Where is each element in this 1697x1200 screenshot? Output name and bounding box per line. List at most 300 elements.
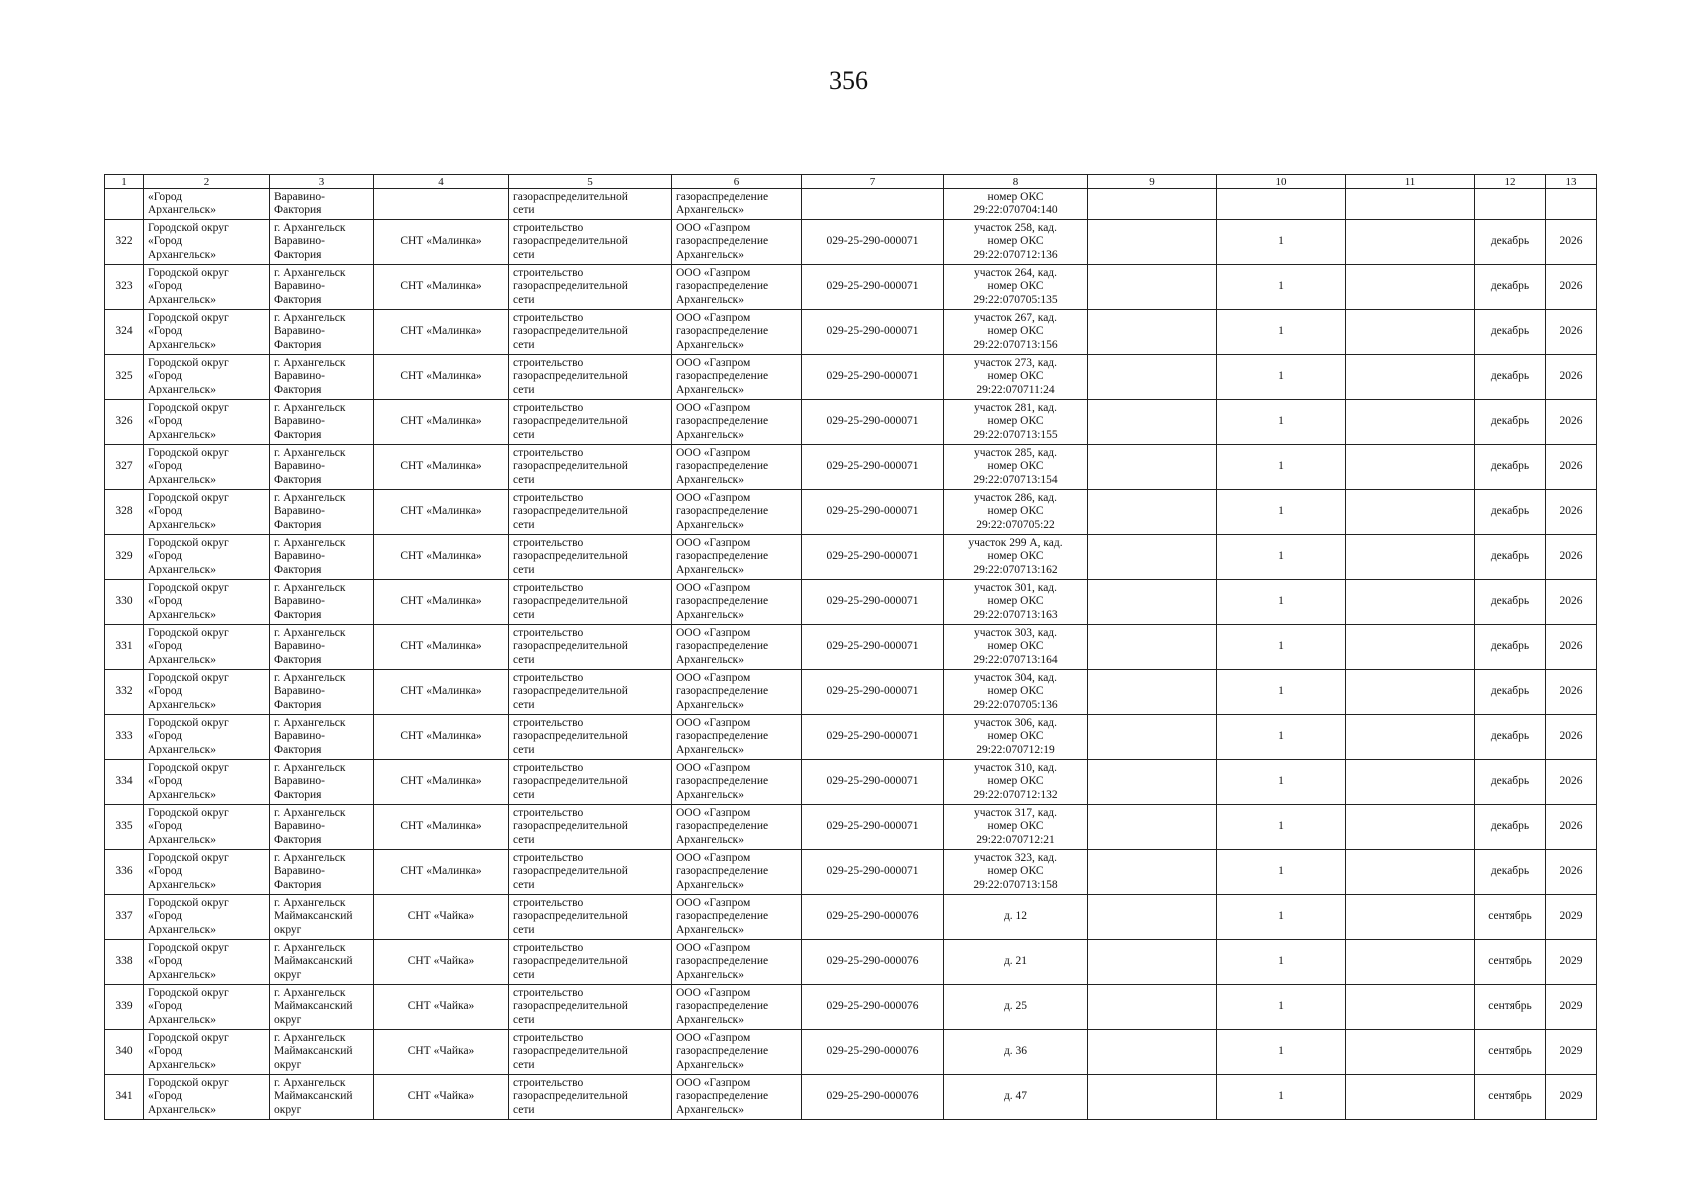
col-11-cell (1346, 189, 1475, 220)
work-type-line: строительство (513, 221, 584, 234)
object-address-cell (944, 265, 1088, 310)
column-header-5: 5 (509, 175, 672, 189)
settlement-cell: СНТ «Малинка» (374, 355, 509, 400)
object-address-line: участок 306, кад. (973, 716, 1058, 729)
locality-line: Фактория (274, 518, 322, 531)
month-cell: декабрь (1475, 715, 1546, 760)
operator-line: Архангельск» (676, 1058, 745, 1071)
operator-line: газораспределение (676, 370, 769, 383)
row-number-cell: 339 (105, 985, 144, 1030)
work-type-line: строительство (513, 401, 584, 414)
year-cell: 2029 (1546, 895, 1597, 940)
quantity-cell: 1 (1217, 760, 1346, 805)
locality-line: Варавино- (274, 415, 325, 428)
year-cell: 2026 (1546, 490, 1597, 535)
locality-line: г. Архангельск (274, 266, 346, 279)
work-type-line: газораспределительной (513, 865, 628, 878)
year-cell: 2026 (1546, 535, 1597, 580)
municipality-line: Архангельск» (148, 428, 217, 441)
program-code-cell: 029-25-290-000071 (802, 220, 944, 265)
locality-cell (270, 715, 374, 760)
locality-cell (270, 985, 374, 1030)
work-type-cell (509, 310, 672, 355)
locality-cell (270, 850, 374, 895)
row-number-cell: 330 (105, 580, 144, 625)
municipality-line: «Город (148, 370, 183, 383)
table-row (105, 220, 1597, 265)
object-address-line: 29:22:070713:154 (973, 473, 1058, 486)
operator-cell (672, 895, 802, 940)
municipality-cell (144, 895, 270, 940)
col-9-cell (1088, 1030, 1217, 1075)
municipality-line: Городской округ (148, 401, 229, 414)
locality-line: Варавино- (274, 730, 325, 743)
operator-line: Архангельск» (676, 923, 745, 936)
quantity-cell (1217, 189, 1346, 220)
work-type-line: сети (513, 563, 535, 576)
operator-line: Архангельск» (676, 204, 745, 216)
object-address-line: номер ОКС (987, 235, 1044, 248)
operator-cell (672, 580, 802, 625)
work-type-line: газораспределительной (513, 415, 628, 428)
col-11-cell (1346, 760, 1475, 805)
operator-cell (672, 940, 802, 985)
row-number-cell: 340 (105, 1030, 144, 1075)
locality-line: округ (274, 1058, 302, 1071)
table-row (105, 895, 1597, 940)
program-code-cell: 029-25-290-000071 (802, 400, 944, 445)
operator-line: ООО «Газпром (676, 491, 751, 504)
settlement-cell: СНТ «Малинка» (374, 805, 509, 850)
year-cell: 2026 (1546, 400, 1597, 445)
row-number-cell: 324 (105, 310, 144, 355)
municipality-cell (144, 189, 270, 220)
work-type-line: сети (513, 473, 535, 486)
municipality-line: «Город (148, 550, 183, 563)
operator-line: Архангельск» (676, 878, 745, 891)
locality-line: Варавино- (274, 280, 325, 293)
operator-line: ООО «Газпром (676, 986, 751, 999)
month-cell: декабрь (1475, 670, 1546, 715)
municipality-line: «Город (148, 190, 183, 203)
work-type-cell (509, 445, 672, 490)
municipality-line: «Город (148, 415, 183, 428)
column-header-13: 13 (1546, 175, 1597, 189)
work-type-line: строительство (513, 716, 584, 729)
municipality-line: Архангельск» (148, 743, 217, 756)
operator-cell (672, 670, 802, 715)
municipality-cell (144, 985, 270, 1030)
work-type-line: газораспределительной (513, 235, 628, 248)
operator-line: газораспределение (676, 640, 769, 653)
table-row (105, 760, 1597, 805)
col-9-cell (1088, 400, 1217, 445)
object-address-cell (944, 189, 1088, 220)
locality-line: округ (274, 968, 302, 981)
column-header-11: 11 (1346, 175, 1475, 189)
operator-line: ООО «Газпром (676, 761, 751, 774)
locality-line: Варавино- (274, 820, 325, 833)
col-11-cell (1346, 895, 1475, 940)
program-code-cell: 029-25-290-000071 (802, 445, 944, 490)
work-type-line: сети (513, 653, 535, 666)
col-9-cell (1088, 445, 1217, 490)
work-type-line: строительство (513, 446, 584, 459)
municipality-line: Городской округ (148, 806, 229, 819)
month-cell: декабрь (1475, 535, 1546, 580)
municipality-line: Городской округ (148, 1076, 229, 1089)
row-number-cell: 322 (105, 220, 144, 265)
table-row (105, 1030, 1597, 1075)
work-type-line: сети (513, 338, 535, 351)
object-address-cell (944, 310, 1088, 355)
col-11-cell (1346, 490, 1475, 535)
locality-line: Фактория (274, 833, 322, 846)
municipality-line: Городской округ (148, 716, 229, 729)
locality-line: округ (274, 1013, 302, 1026)
program-code-cell: 029-25-290-000076 (802, 1075, 944, 1120)
operator-cell (672, 310, 802, 355)
municipality-line: Городской округ (148, 761, 229, 774)
operator-line: Архангельск» (676, 293, 745, 306)
municipality-line: Городской округ (148, 896, 229, 909)
municipality-cell (144, 1030, 270, 1075)
work-type-cell (509, 490, 672, 535)
table-body (105, 189, 1597, 1120)
row-number-cell: 327 (105, 445, 144, 490)
locality-line: округ (274, 923, 302, 936)
row-number-cell: 329 (105, 535, 144, 580)
operator-line: Архангельск» (676, 563, 745, 576)
object-address-cell (944, 355, 1088, 400)
object-address-line: номер ОКС (987, 550, 1044, 563)
municipality-cell (144, 220, 270, 265)
locality-cell (270, 1030, 374, 1075)
work-type-line: сети (513, 248, 535, 261)
locality-line: Фактория (274, 608, 322, 621)
work-type-line: газораспределительной (513, 370, 628, 383)
municipality-line: Архангельск» (148, 923, 217, 936)
object-address-line: участок 281, кад. (973, 401, 1058, 414)
municipality-line: Городской округ (148, 626, 229, 639)
column-header-6: 6 (672, 175, 802, 189)
table-row (105, 400, 1597, 445)
month-cell: сентябрь (1475, 940, 1546, 985)
col-9-cell (1088, 985, 1217, 1030)
col-9-cell (1088, 1075, 1217, 1120)
program-code-cell: 029-25-290-000071 (802, 760, 944, 805)
object-address-line: д. 36 (1003, 1045, 1028, 1058)
municipality-line: Архангельск» (148, 833, 217, 846)
municipality-line: Городской округ (148, 311, 229, 324)
object-address-line: д. 12 (1003, 910, 1028, 923)
operator-line: Архангельск» (676, 968, 745, 981)
locality-line: Маймаксанский (274, 955, 353, 968)
locality-line: Варавино- (274, 325, 325, 338)
locality-line: г. Архангельск (274, 671, 346, 684)
municipality-line: «Город (148, 730, 183, 743)
municipality-line: Городской округ (148, 491, 229, 504)
table-row (105, 985, 1597, 1030)
object-address-line: номер ОКС (987, 685, 1044, 698)
municipality-line: Городской округ (148, 536, 229, 549)
col-11-cell (1346, 265, 1475, 310)
month-cell: сентябрь (1475, 1030, 1546, 1075)
table-row (105, 625, 1597, 670)
operator-line: газораспределение (676, 1045, 769, 1058)
municipality-line: Архангельск» (148, 698, 217, 711)
work-type-line: газораспределительной (513, 550, 628, 563)
col-9-cell (1088, 625, 1217, 670)
locality-cell (270, 805, 374, 850)
object-address-line: 29:22:070712:136 (973, 248, 1058, 261)
col-9-cell (1088, 310, 1217, 355)
row-number-cell: 335 (105, 805, 144, 850)
program-code-cell: 029-25-290-000076 (802, 895, 944, 940)
locality-line: Фактория (274, 563, 322, 576)
object-address-line: номер ОКС (987, 325, 1044, 338)
operator-line: ООО «Газпром (676, 671, 751, 684)
operator-cell (672, 265, 802, 310)
operator-line: ООО «Газпром (676, 1031, 751, 1044)
table-row (105, 670, 1597, 715)
table-row (105, 580, 1597, 625)
work-type-line: строительство (513, 581, 584, 594)
operator-line: ООО «Газпром (676, 311, 751, 324)
locality-line: Маймаксанский (274, 910, 353, 923)
object-address-cell (944, 535, 1088, 580)
object-address-line: номер ОКС (987, 775, 1044, 788)
year-cell: 2029 (1546, 940, 1597, 985)
locality-line: Варавино- (274, 640, 325, 653)
work-type-line: сети (513, 923, 535, 936)
work-type-line: строительство (513, 1031, 584, 1044)
operator-line: газораспределение (676, 190, 769, 203)
municipality-line: Городской округ (148, 671, 229, 684)
program-code-cell: 029-25-290-000071 (802, 265, 944, 310)
col-11-cell (1346, 1075, 1475, 1120)
locality-line: г. Архангельск (274, 581, 346, 594)
year-cell: 2026 (1546, 805, 1597, 850)
operator-line: Архангельск» (676, 653, 745, 666)
month-cell: декабрь (1475, 445, 1546, 490)
column-header-8: 8 (944, 175, 1088, 189)
row-number-cell: 323 (105, 265, 144, 310)
locality-line: г. Архангельск (274, 626, 346, 639)
work-type-cell (509, 850, 672, 895)
col-9-cell (1088, 850, 1217, 895)
work-type-line: газораспределительной (513, 640, 628, 653)
settlement-cell: СНТ «Малинка» (374, 400, 509, 445)
work-type-cell (509, 985, 672, 1030)
quantity-cell: 1 (1217, 265, 1346, 310)
row-number-cell: 326 (105, 400, 144, 445)
work-type-line: сети (513, 518, 535, 531)
table-row (105, 490, 1597, 535)
locality-line: Фактория (274, 248, 322, 261)
municipality-line: «Город (148, 235, 183, 248)
municipality-line: Архангельск» (148, 608, 217, 621)
object-address-cell (944, 940, 1088, 985)
settlement-cell: СНТ «Малинка» (374, 445, 509, 490)
municipality-line: Городской округ (148, 446, 229, 459)
object-address-line: участок 267, кад. (973, 311, 1058, 324)
municipality-line: Городской округ (148, 1031, 229, 1044)
locality-line: Фактория (274, 338, 322, 351)
locality-cell (270, 895, 374, 940)
column-header-10: 10 (1217, 175, 1346, 189)
operator-line: газораспределение (676, 415, 769, 428)
municipality-cell (144, 670, 270, 715)
locality-line: Варавино- (274, 505, 325, 518)
locality-line: Варавино- (274, 550, 325, 563)
locality-line: г. Архангельск (274, 986, 346, 999)
municipality-cell (144, 265, 270, 310)
quantity-cell: 1 (1217, 445, 1346, 490)
quantity-cell: 1 (1217, 715, 1346, 760)
locality-line: г. Архангельск (274, 356, 346, 369)
object-address-line: 29:22:070705:22 (976, 518, 1055, 531)
object-address-cell (944, 1075, 1088, 1120)
page-number: 356 (829, 66, 868, 95)
municipality-line: Архангельск» (148, 338, 217, 351)
column-header-7: 7 (802, 175, 944, 189)
work-type-line: газораспределительной (513, 1090, 628, 1103)
month-cell: декабрь (1475, 625, 1546, 670)
operator-line: ООО «Газпром (676, 221, 751, 234)
quantity-cell: 1 (1217, 1030, 1346, 1075)
operator-line: ООО «Газпром (676, 626, 751, 639)
column-header-4: 4 (374, 175, 509, 189)
table-row (105, 805, 1597, 850)
row-number-cell: 341 (105, 1075, 144, 1120)
object-address-line: номер ОКС (987, 640, 1044, 653)
locality-line: г. Архангельск (274, 446, 346, 459)
operator-cell (672, 1030, 802, 1075)
table-row (105, 445, 1597, 490)
operator-cell (672, 1075, 802, 1120)
quantity-cell: 1 (1217, 670, 1346, 715)
locality-line: Фактория (274, 473, 322, 486)
object-address-line: участок 286, кад. (973, 491, 1058, 504)
operator-cell (672, 805, 802, 850)
quantity-cell: 1 (1217, 580, 1346, 625)
object-address-line: 29:22:070712:21 (976, 833, 1055, 846)
municipality-cell (144, 715, 270, 760)
program-code-cell: 029-25-290-000071 (802, 490, 944, 535)
col-11-cell (1346, 400, 1475, 445)
work-type-line: сети (513, 1103, 535, 1116)
work-type-cell (509, 355, 672, 400)
work-type-cell (509, 895, 672, 940)
column-header-1: 1 (105, 175, 144, 189)
work-type-cell (509, 265, 672, 310)
year-cell: 2026 (1546, 715, 1597, 760)
operator-line: ООО «Газпром (676, 851, 751, 864)
municipality-line: Городской округ (148, 986, 229, 999)
operator-cell (672, 625, 802, 670)
municipality-cell (144, 580, 270, 625)
work-type-line: строительство (513, 311, 584, 324)
settlement-cell: СНТ «Малинка» (374, 535, 509, 580)
municipality-cell (144, 760, 270, 805)
program-code-cell: 029-25-290-000071 (802, 535, 944, 580)
work-type-line: сети (513, 698, 535, 711)
operator-cell (672, 189, 802, 220)
col-9-cell (1088, 895, 1217, 940)
year-cell: 2026 (1546, 445, 1597, 490)
municipality-line: Архангельск» (148, 383, 217, 396)
row-number-cell: 325 (105, 355, 144, 400)
operator-line: газораспределение (676, 1000, 769, 1013)
operator-line: газораспределение (676, 550, 769, 563)
work-type-cell (509, 1030, 672, 1075)
municipality-line: «Город (148, 640, 183, 653)
object-address-line: 29:22:070713:158 (973, 878, 1058, 891)
object-address-line: участок 264, кад. (973, 266, 1058, 279)
operator-line: Архангельск» (676, 833, 745, 846)
work-type-cell (509, 805, 672, 850)
municipality-cell (144, 625, 270, 670)
object-address-line: номер ОКС (987, 730, 1044, 743)
program-code-cell (802, 189, 944, 220)
col-11-cell (1346, 220, 1475, 265)
operator-line: Архангельск» (676, 473, 745, 486)
col-11-cell (1346, 805, 1475, 850)
program-code-cell: 029-25-290-000076 (802, 940, 944, 985)
locality-line: Маймаксанский (274, 1045, 353, 1058)
municipality-line: «Город (148, 955, 183, 968)
object-address-cell (944, 760, 1088, 805)
object-address-cell (944, 445, 1088, 490)
month-cell: декабрь (1475, 355, 1546, 400)
col-11-cell (1346, 985, 1475, 1030)
object-address-line: участок 299 А, кад. (968, 536, 1063, 549)
municipality-line: «Город (148, 685, 183, 698)
settlement-cell: СНТ «Чайка» (374, 940, 509, 985)
work-type-line: строительство (513, 941, 584, 954)
work-type-line: строительство (513, 761, 584, 774)
col-11-cell (1346, 625, 1475, 670)
locality-cell (270, 310, 374, 355)
municipality-line: «Город (148, 280, 183, 293)
operator-line: ООО «Газпром (676, 401, 751, 414)
work-type-line: сети (513, 1013, 535, 1026)
work-type-line: строительство (513, 896, 584, 909)
operator-line: газораспределение (676, 460, 769, 473)
operator-line: Архангельск» (676, 698, 745, 711)
work-type-cell (509, 670, 672, 715)
object-address-line: 29:22:070705:135 (973, 293, 1058, 306)
operator-line: Архангельск» (676, 1103, 745, 1116)
work-type-cell (509, 760, 672, 805)
locality-cell (270, 355, 374, 400)
object-address-line: номер ОКС (987, 595, 1044, 608)
program-code-cell: 029-25-290-000071 (802, 670, 944, 715)
municipality-line: Городской округ (148, 221, 229, 234)
quantity-cell: 1 (1217, 1075, 1346, 1120)
quantity-cell: 1 (1217, 355, 1346, 400)
object-address-line: номер ОКС (987, 415, 1044, 428)
locality-line: г. Архангельск (274, 311, 346, 324)
work-type-cell (509, 715, 672, 760)
table-header (105, 175, 1597, 189)
year-cell: 2026 (1546, 265, 1597, 310)
work-type-line: строительство (513, 491, 584, 504)
table-row (105, 189, 1597, 220)
object-address-line: участок 273, кад. (973, 356, 1058, 369)
object-address-line: 29:22:070713:156 (973, 338, 1058, 351)
